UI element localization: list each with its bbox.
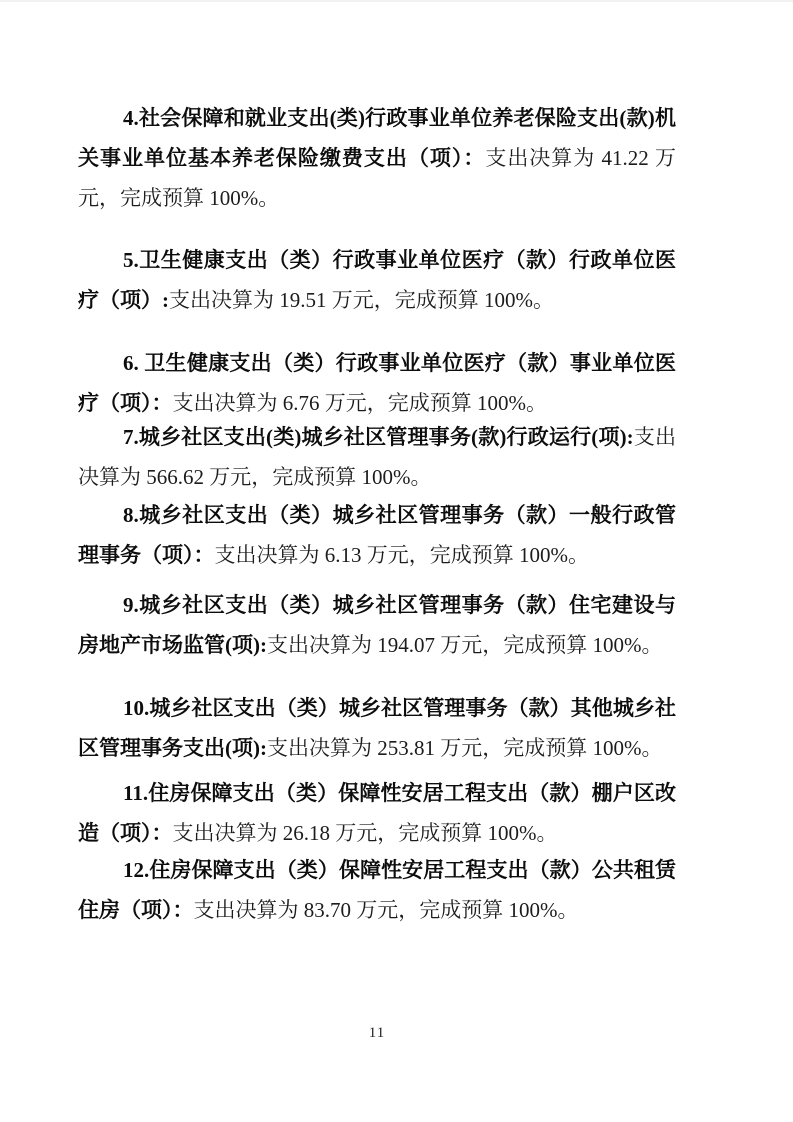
clause-title: 7.城乡社区支出(类)城乡社区管理事务(款)行政运行(项): <box>123 425 634 449</box>
expenditure-paragraph-8 <box>78 495 676 575</box>
expenditure-paragraph-6 <box>78 343 676 423</box>
expenditure-paragraph-5 <box>78 240 676 320</box>
clause-value: 支出决算为 253.81 万元，完成预算 100%。 <box>266 736 663 760</box>
expenditure-paragraph-4 <box>78 98 676 218</box>
page-footer <box>78 1024 676 1042</box>
clause-title: 6. 卫生健康支出（类）行政事业单位医疗（款）事业单位医疗（项）： <box>78 351 676 415</box>
body-text-column <box>78 98 676 930</box>
clause-title: 5.卫生健康支出（类）行政事业单位医疗（款）行政单位医疗（项）: <box>78 248 676 312</box>
expenditure-paragraph-10 <box>78 688 676 768</box>
clause-value: 支出决算为 194.07 万元，完成预算 100%。 <box>266 633 663 657</box>
clause-title: 10.城乡社区支出（类）城乡社区管理事务（款）其他城乡社区管理事务支出(项): <box>78 696 676 760</box>
clause-value: 支出决算为 19.51 万元，完成预算 100%。 <box>169 288 554 312</box>
clause-title: 9.城乡社区支出（类）城乡社区管理事务（款）住宅建设与房地产市场监管(项): <box>78 593 676 657</box>
clause-value: 支出决算为 41.22 万元，完成预算 100%。 <box>78 146 677 210</box>
clause-value: 支出决算为 6.13 万元，完成预算 100%。 <box>214 543 589 567</box>
clause-value: 支出决算为 6.76 万元，完成预算 100%。 <box>172 391 547 415</box>
expenditure-paragraph-12 <box>78 850 676 930</box>
clause-title: 8.城乡社区支出（类）城乡社区管理事务（款）一般行政管理事务（项）： <box>78 503 676 567</box>
clause-value: 支出决算为 566.62 万元，完成预算 100%。 <box>78 425 677 489</box>
clause-value: 支出决算为 26.18 万元，完成预算 100%。 <box>172 821 558 845</box>
expenditure-paragraph-11 <box>78 773 676 853</box>
clause-title: 4.社会保障和就业支出(类)行政事业单位养老保险支出(款)机关事业单位基本养老保险缴费支出（项）： <box>78 106 676 170</box>
clause-title: 11.住房保障支出（类）保障性安居工程支出（款）棚户区改造（项）： <box>78 781 676 845</box>
clause-value: 支出决算为 83.70 万元，完成预算 100%。 <box>193 898 579 922</box>
page-number: 11 <box>368 1025 386 1041</box>
expenditure-paragraph-7 <box>78 417 676 497</box>
expenditure-paragraph-9 <box>78 585 676 665</box>
clause-title: 12.住房保障支出（类）保障性安居工程支出（款）公共租赁住房（项）： <box>78 858 676 922</box>
